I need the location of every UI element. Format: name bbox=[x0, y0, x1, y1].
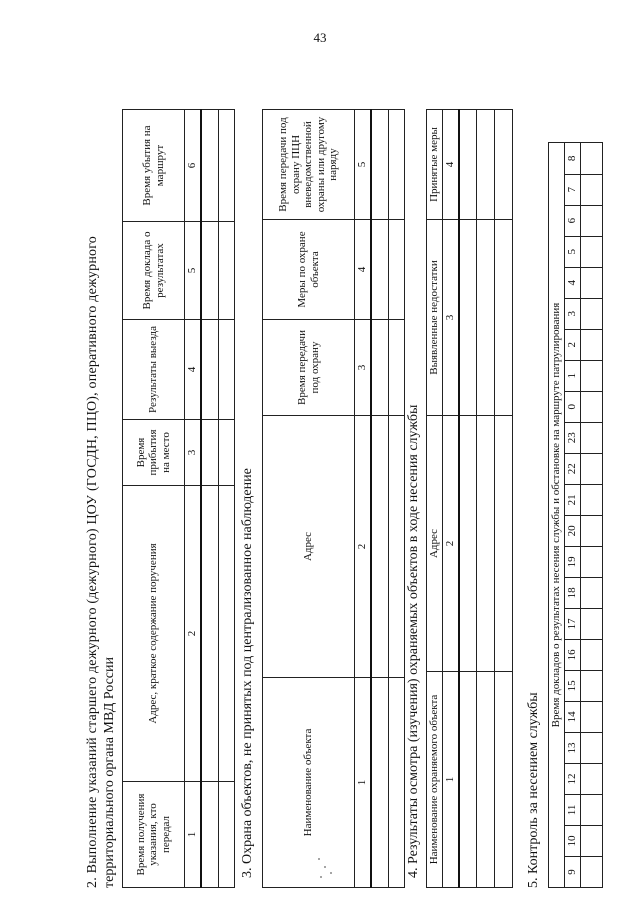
s5-header: Время докладов о результатах несения службы и обстановке на маршруте патрулирования bbox=[549, 143, 565, 888]
s5-hour-cell: 0 bbox=[565, 391, 581, 422]
s5-hour-cell: 18 bbox=[565, 577, 581, 608]
s3-header-4: Меры по охране объекта bbox=[263, 220, 355, 320]
s5-entry-cell bbox=[581, 825, 603, 856]
s2-colnum-4: 4 bbox=[185, 320, 201, 420]
s5-entry-cell bbox=[581, 515, 603, 546]
s2-cell bbox=[219, 110, 235, 222]
s2-cell bbox=[201, 420, 219, 486]
s2-header-2: Адрес, краткое содержание поручения bbox=[123, 486, 185, 782]
s2-cell bbox=[219, 222, 235, 320]
s4-cell bbox=[495, 220, 513, 416]
s4-cell bbox=[477, 672, 495, 888]
page-number: 43 bbox=[313, 30, 327, 45]
s2-header-5: Время доклада о результатах bbox=[123, 222, 185, 320]
s5-hour-cell: 3 bbox=[565, 298, 581, 329]
s5-hour-cell: 5 bbox=[565, 236, 581, 267]
s3-header-2: Адрес bbox=[263, 416, 355, 678]
s5-hour-cell: 2 bbox=[565, 329, 581, 360]
s5-entry-cell bbox=[581, 639, 603, 670]
scan-speck bbox=[320, 876, 322, 878]
s5-hour-cell: 10 bbox=[565, 825, 581, 856]
s4-cell bbox=[459, 416, 477, 672]
section-4-title: 4. Результаты осмотра (изучения) охраняемых объектов в ходе несения службы bbox=[406, 404, 421, 878]
s5-hour-cell: 6 bbox=[565, 205, 581, 236]
s4-cell bbox=[495, 416, 513, 672]
s3-colnum-4: 4 bbox=[355, 220, 371, 320]
s5-hour-cell: 11 bbox=[565, 794, 581, 825]
section-3-title: 3. Охрана объектов, не принятых под централизованное наблюдение bbox=[240, 468, 255, 878]
s2-header-3: Время прибытия на место bbox=[123, 420, 185, 486]
s5-entry-cell bbox=[581, 701, 603, 732]
s4-cell bbox=[495, 672, 513, 888]
scan-speck bbox=[330, 872, 332, 874]
s4-header-2: Адрес bbox=[427, 416, 443, 672]
s4-cell bbox=[477, 416, 495, 672]
s5-entry-cell bbox=[581, 143, 603, 175]
s2-cell bbox=[201, 486, 219, 782]
s5-hour-cell: 22 bbox=[565, 453, 581, 484]
s5-entry-cell bbox=[581, 577, 603, 608]
s3-cell bbox=[371, 678, 389, 888]
s3-cell bbox=[389, 416, 405, 678]
s5-entry-cell bbox=[581, 763, 603, 794]
s5-empty-row bbox=[581, 143, 603, 888]
s5-hour-cell: 13 bbox=[565, 732, 581, 763]
s5-entry-cell bbox=[581, 856, 603, 887]
s2-colnum-2: 2 bbox=[185, 486, 201, 782]
scan-speck bbox=[324, 866, 326, 868]
s5-hour-cell: 1 bbox=[565, 360, 581, 391]
s2-colnum-6: 6 bbox=[185, 110, 201, 222]
s5-hour-cell: 8 bbox=[565, 143, 581, 175]
s2-header-4: Результаты выезда bbox=[123, 320, 185, 420]
s2-header-1: Время получения указания, кто передал bbox=[123, 782, 185, 888]
s5-entry-cell bbox=[581, 670, 603, 701]
s5-hours-row bbox=[565, 143, 581, 888]
s5-entry-cell bbox=[581, 484, 603, 515]
s4-cell bbox=[459, 672, 477, 888]
s4-cell bbox=[495, 110, 513, 220]
s3-header-3: Время передачи под охрану bbox=[263, 320, 355, 416]
s5-entry-cell bbox=[581, 236, 603, 267]
s2-cell bbox=[219, 782, 235, 888]
s5-entry-cell bbox=[581, 546, 603, 577]
s5-hour-cell: 20 bbox=[565, 515, 581, 546]
s5-hour-cell: 4 bbox=[565, 267, 581, 298]
section-3-table bbox=[262, 109, 405, 888]
s3-colnum-1: 1 bbox=[355, 678, 371, 888]
s2-cell bbox=[201, 222, 219, 320]
s3-header-1: Наименование объекта bbox=[263, 678, 355, 888]
s3-cell bbox=[371, 220, 389, 320]
s3-cell bbox=[371, 320, 389, 416]
s2-header-6: Время убытия на маршрут bbox=[123, 110, 185, 222]
section-2-title-line2: территориального органа МВД России bbox=[102, 656, 117, 888]
s2-cell bbox=[219, 420, 235, 486]
s4-cell bbox=[459, 220, 477, 416]
s3-cell bbox=[389, 110, 405, 220]
s5-entry-cell bbox=[581, 267, 603, 298]
s5-hour-cell: 16 bbox=[565, 639, 581, 670]
s2-colnum-1: 1 bbox=[185, 782, 201, 888]
s5-hour-cell: 17 bbox=[565, 608, 581, 639]
s4-cell bbox=[459, 110, 477, 220]
section-2-title-line1: 2. Выполнение указаний старшего дежурного (дежурного) ЦОУ (ГОСДН, ПЦО), оперативного дежурного bbox=[85, 235, 100, 888]
s3-cell bbox=[371, 110, 389, 220]
s2-colnum-5: 5 bbox=[185, 222, 201, 320]
s5-entry-cell bbox=[581, 453, 603, 484]
s5-hour-cell: 21 bbox=[565, 484, 581, 515]
s5-hour-cell: 15 bbox=[565, 670, 581, 701]
section-4-table bbox=[426, 109, 513, 888]
s5-hour-cell: 14 bbox=[565, 701, 581, 732]
s3-cell bbox=[389, 220, 405, 320]
s3-colnum-5: 5 bbox=[355, 110, 371, 220]
s2-cell bbox=[219, 486, 235, 782]
s4-cell bbox=[477, 110, 495, 220]
s5-entry-cell bbox=[581, 329, 603, 360]
s5-hour-cell: 7 bbox=[565, 174, 581, 205]
s5-entry-cell bbox=[581, 391, 603, 422]
s5-hour-cell: 9 bbox=[565, 856, 581, 887]
s4-colnum-2: 2 bbox=[443, 416, 459, 672]
s2-cell bbox=[219, 320, 235, 420]
s5-hour-cell: 19 bbox=[565, 546, 581, 577]
s3-header-5: Время передачи под охрану ПЦН вневедомственной охраны или другому наряду bbox=[263, 110, 355, 220]
s4-colnum-1: 1 bbox=[443, 672, 459, 888]
section-5-table bbox=[548, 142, 603, 888]
s5-entry-cell bbox=[581, 174, 603, 205]
s5-entry-cell bbox=[581, 794, 603, 825]
s3-cell bbox=[389, 320, 405, 416]
section-2-table bbox=[122, 109, 235, 888]
scan-speck bbox=[318, 858, 320, 860]
s5-entry-cell bbox=[581, 422, 603, 453]
s4-cell bbox=[477, 220, 495, 416]
s5-entry-cell bbox=[581, 298, 603, 329]
s5-entry-cell bbox=[581, 360, 603, 391]
s4-header-4: Принятые меры bbox=[427, 110, 443, 220]
s5-entry-cell bbox=[581, 608, 603, 639]
s4-header-3: Выявленные недостатки bbox=[427, 220, 443, 416]
s2-cell bbox=[201, 110, 219, 222]
s5-hour-cell: 12 bbox=[565, 763, 581, 794]
s3-colnum-3: 3 bbox=[355, 320, 371, 416]
s2-cell bbox=[201, 782, 219, 888]
section-5-title: 5. Контроль за несением службы bbox=[526, 692, 541, 888]
s3-colnum-2: 2 bbox=[355, 416, 371, 678]
s5-hour-cell: 23 bbox=[565, 422, 581, 453]
s4-colnum-4: 4 bbox=[443, 110, 459, 220]
rotated-page-content bbox=[80, 58, 600, 888]
s5-entry-cell bbox=[581, 205, 603, 236]
s4-colnum-3: 3 bbox=[443, 220, 459, 416]
s4-header-1: Наименование охраняемого объекта bbox=[427, 672, 443, 888]
s2-cell bbox=[201, 320, 219, 420]
s3-cell bbox=[371, 416, 389, 678]
s5-entry-cell bbox=[581, 732, 603, 763]
s3-cell bbox=[389, 678, 405, 888]
s2-colnum-3: 3 bbox=[185, 420, 201, 486]
